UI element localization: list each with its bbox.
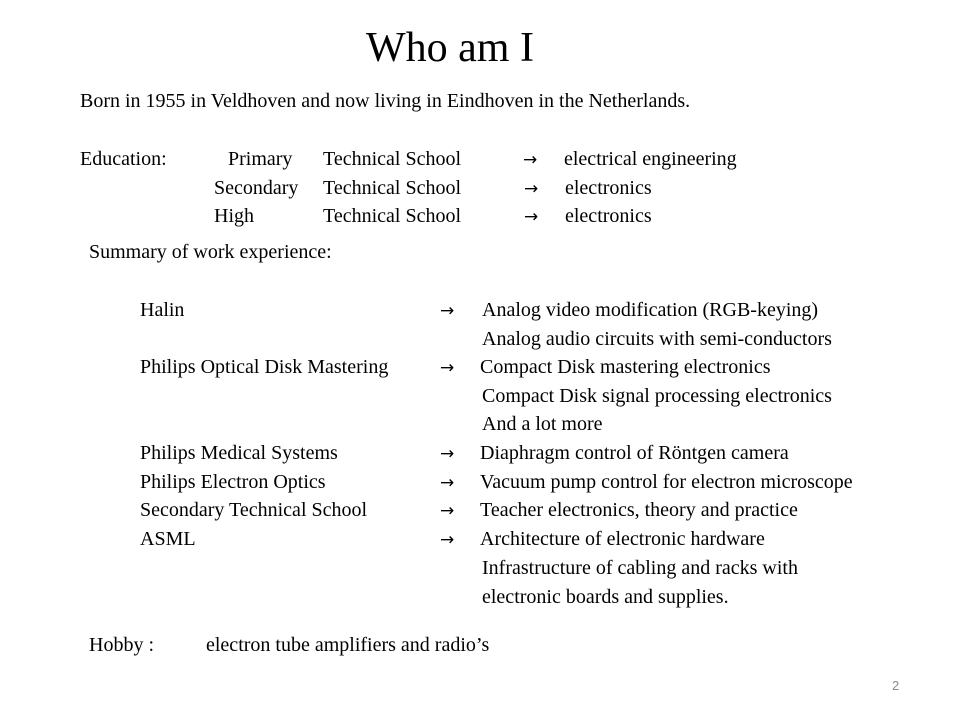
work-employer: Philips Medical Systems: [140, 442, 338, 464]
education-label: Education:: [80, 148, 167, 170]
education-level: Secondary: [214, 177, 299, 199]
education-school: Technical School: [323, 205, 461, 227]
arrow-right-icon: →: [440, 473, 455, 493]
work-employer: Philips Electron Optics: [140, 471, 326, 493]
work-description: Vacuum pump control for electron microscope: [480, 471, 853, 493]
page-number: 2: [892, 678, 900, 693]
arrow-right-icon: →: [440, 444, 455, 464]
work-description: Compact Disk mastering electronics: [480, 356, 771, 378]
arrow-right-icon: →: [523, 150, 538, 170]
slide-title: Who am I: [366, 25, 534, 71]
work-employer: ASML: [140, 528, 196, 550]
arrow-right-icon: →: [440, 501, 455, 521]
work-employer: Halin: [140, 299, 185, 321]
work-description: Infrastructure of cabling and racks with: [482, 557, 798, 579]
work-description: Architecture of electronic hardware: [480, 528, 765, 550]
education-level: High: [214, 205, 254, 227]
work-employer: Philips Optical Disk Mastering: [140, 356, 389, 378]
work-employer: Secondary Technical School: [140, 499, 368, 521]
work-description: electronic boards and supplies.: [482, 586, 729, 608]
work-description: And a lot more: [482, 413, 603, 435]
work-heading: Summary of work experience:: [89, 241, 332, 263]
hobby-text: electron tube amplifiers and radio’s: [206, 634, 490, 656]
education-field: electronics: [565, 205, 652, 227]
arrow-right-icon: →: [440, 530, 455, 550]
education-field: electrical engineering: [564, 148, 737, 170]
arrow-right-icon: →: [440, 301, 455, 321]
intro-text: Born in 1955 in Veldhoven and now living in Eindhoven in the Netherlands.: [80, 90, 691, 112]
education-level: Primary: [228, 148, 293, 170]
work-description: Analog audio circuits with semi-conductors: [482, 328, 832, 350]
work-description: Analog video modification (RGB-keying): [482, 299, 819, 321]
arrow-right-icon: →: [524, 179, 539, 199]
work-description: Compact Disk signal processing electronics: [482, 385, 832, 407]
arrow-right-icon: →: [440, 358, 455, 378]
education-field: electronics: [565, 177, 652, 199]
work-description: Teacher electronics, theory and practice: [480, 499, 798, 521]
hobby-label: Hobby :: [89, 634, 154, 656]
arrow-right-icon: →: [524, 207, 539, 227]
education-school: Technical School: [323, 148, 461, 170]
education-school: Technical School: [323, 177, 461, 199]
work-description: Diaphragm control of Röntgen camera: [480, 442, 789, 464]
